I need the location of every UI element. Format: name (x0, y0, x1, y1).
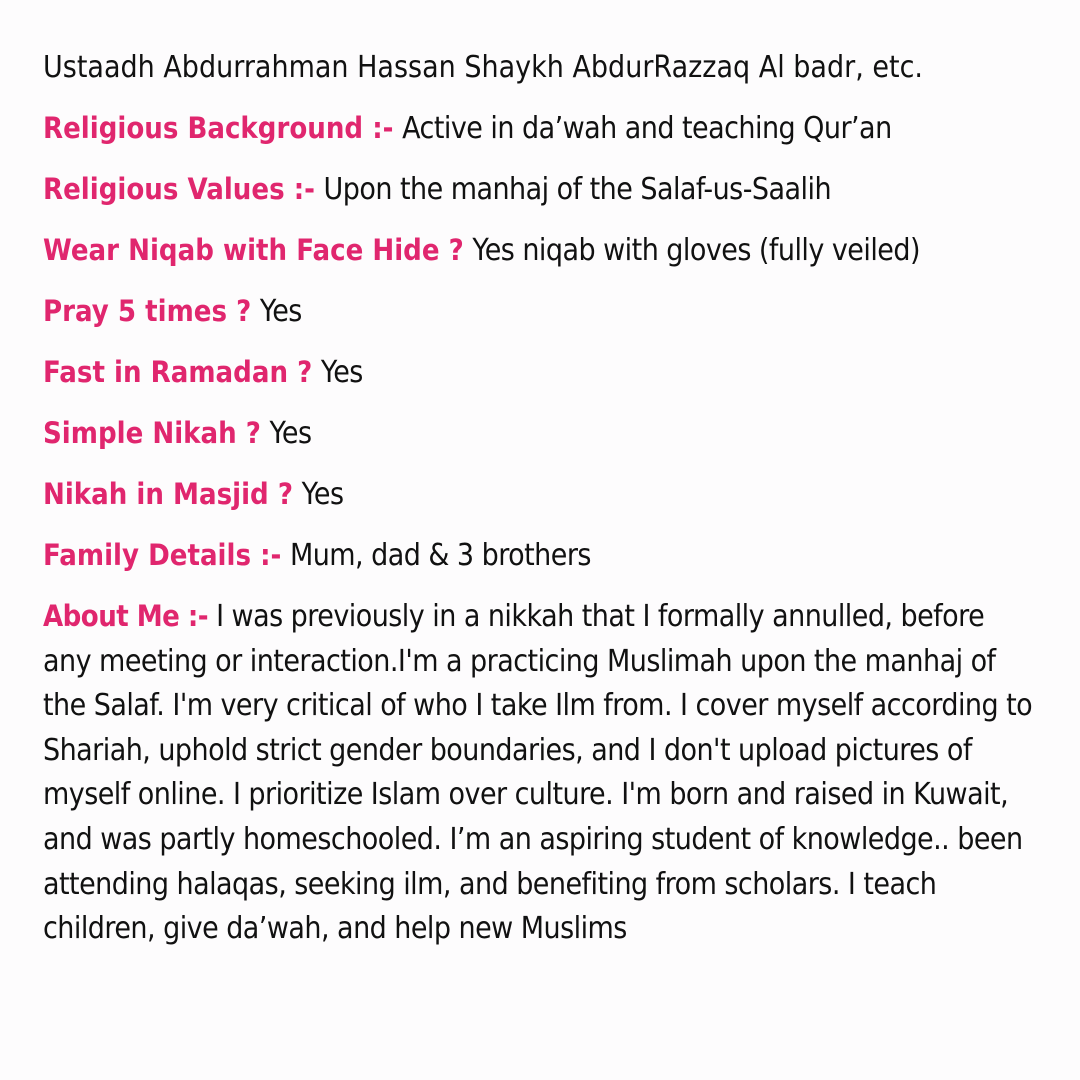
field-value: Yes (320, 355, 363, 390)
field-label: Fast in Ramadan ? (43, 355, 313, 389)
field-label: Religious Background :- (43, 111, 394, 145)
field-nikah-masjid (43, 472, 943, 517)
field-value: Upon the manhaj of the Salaf-us-Saalih (323, 172, 832, 207)
field-label: Wear Niqab with Face Hide ? (43, 233, 464, 267)
field-label: Pray 5 times ? (43, 294, 252, 328)
field-label: Family Details :- (43, 538, 282, 572)
field-value: Mum, dad & 3 brothers (289, 538, 591, 573)
field-value: Yes (269, 416, 312, 451)
about-text: I was previously in a nikkah that I formally annulled, before any meeting or interaction.I'm a practicing Muslimah upon the manhaj of the Salaf. I'm very critical of who I take Ilm from. I cover myself according to Shariah, uphold strict gender boundaries, and I don't upload pictures of myself online. I prioritize Islam over culture. I'm born and raised in Kuwait, and was partly homeschooled. I’m an aspiring student of knowledge.. been attending halaqas, seeking ilm, and benefiting from scholars. I teach children, give da’wah, and help new Muslims (43, 599, 1033, 947)
intro-line: Ustaadh Abdurrahman Hassan Shaykh AbdurRazzaq Al badr, etc. (43, 50, 924, 85)
field-value: Yes (259, 294, 302, 329)
field-religious-background (43, 106, 943, 151)
field-family (43, 533, 943, 578)
about-me-section (43, 594, 1038, 952)
field-value: Active in da’wah and teaching Qur’an (402, 111, 892, 146)
field-religious-values (43, 167, 943, 212)
field-label: Religious Values :- (43, 172, 315, 206)
field-value: Yes niqab with gloves (fully veiled) (472, 233, 920, 268)
field-niqab (43, 228, 997, 273)
field-fast (43, 350, 943, 395)
field-value: Yes (301, 477, 344, 512)
field-simple-nikah (43, 411, 943, 456)
field-pray (43, 289, 943, 334)
about-label: About Me :- (43, 599, 209, 633)
profile-document (43, 46, 1043, 952)
field-label: Simple Nikah ? (43, 416, 261, 450)
field-label: Nikah in Masjid ? (43, 477, 293, 511)
